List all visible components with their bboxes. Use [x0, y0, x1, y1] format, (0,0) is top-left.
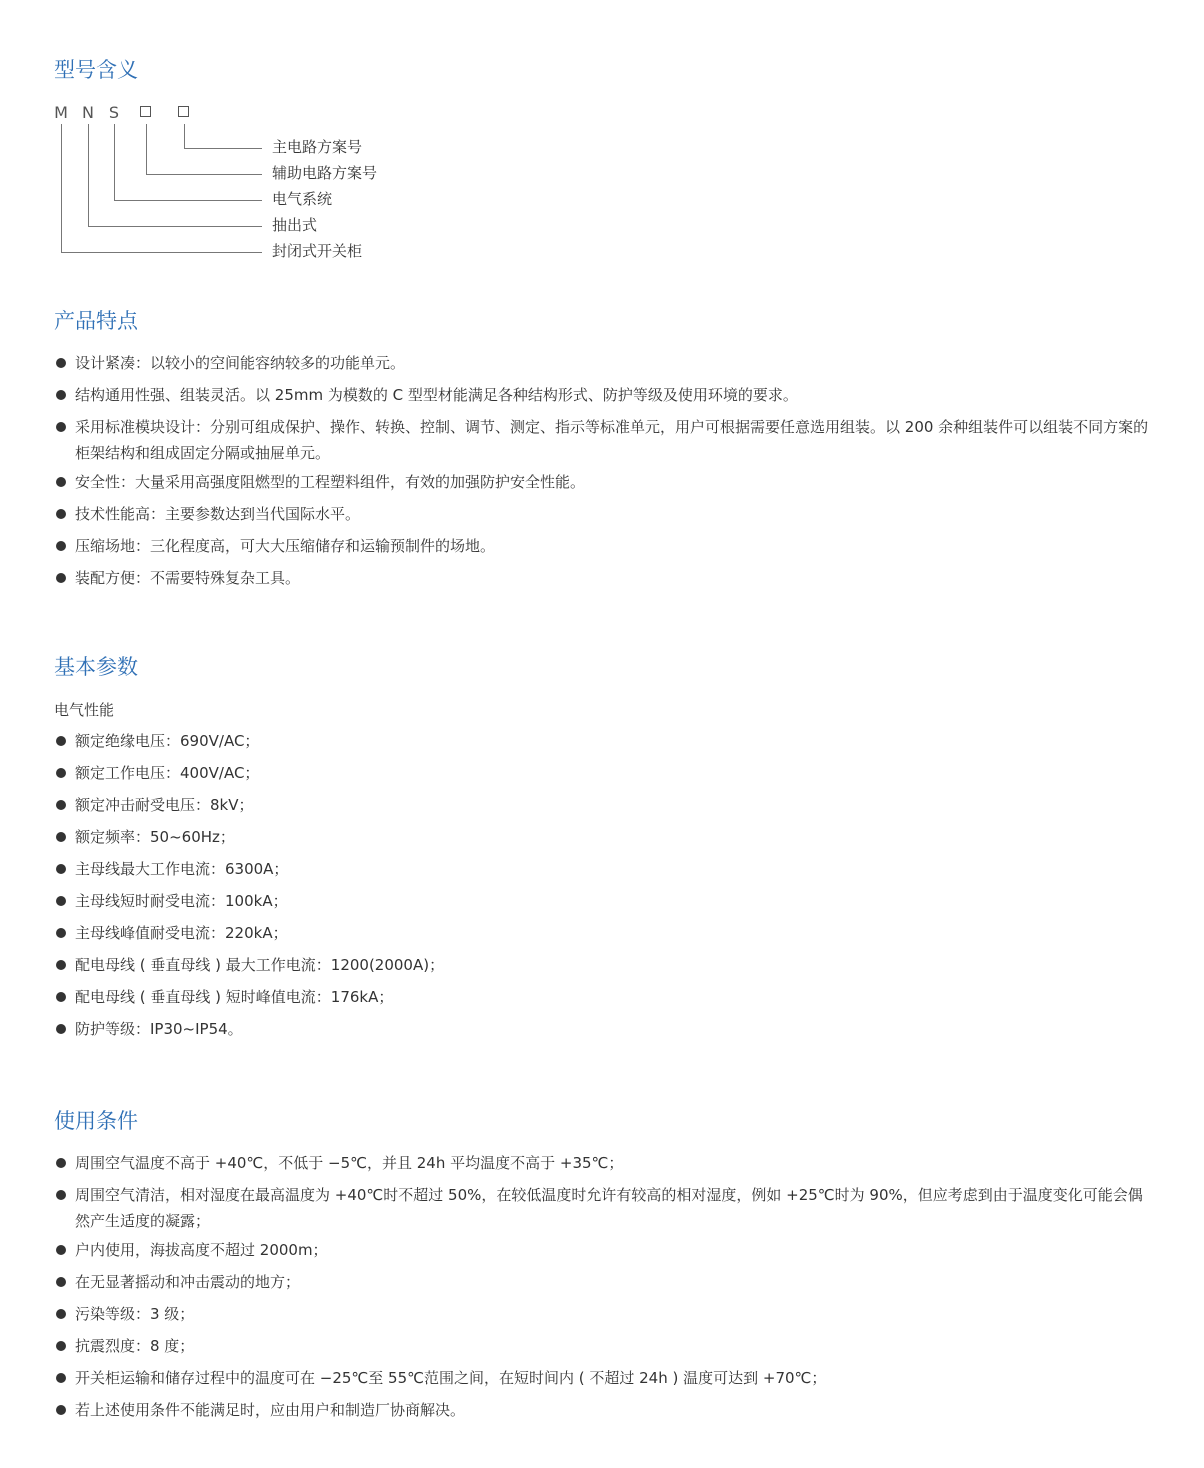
bullet-icon [56, 1158, 66, 1168]
section-title-operating-conditions: 使用条件 [54, 1109, 138, 1133]
bullet-icon [56, 960, 66, 970]
bullet-icon [56, 390, 66, 400]
label-aux-circuit-scheme: 辅助电路方案号 [272, 164, 378, 182]
list-item-text: 额定工作电压：400V/AC； [75, 764, 260, 782]
list-item-text: 主母线短时耐受电流：100kA； [75, 892, 288, 910]
list-item [56, 568, 1156, 588]
list-item [56, 385, 1156, 405]
code-placeholder-box-1 [140, 106, 151, 117]
list-item [56, 731, 1156, 751]
section-title-features: 产品特点 [54, 309, 138, 333]
bullet-icon [56, 800, 66, 810]
label-withdrawable: 抽出式 [272, 216, 318, 234]
connector-line [61, 252, 262, 253]
list-item [56, 891, 1156, 911]
list-item [56, 987, 1156, 1007]
bullet-icon [56, 896, 66, 906]
list-item-text: 压缩场地：三化程度高，可大大压缩储存和运输预制件的场地。 [75, 537, 496, 555]
list-item [56, 353, 1156, 373]
list-item-text: 额定绝缘电压：690V/AC； [75, 732, 260, 750]
list-item [56, 1304, 1156, 1324]
list-item-text: 额定冲击耐受电压：8kV； [75, 796, 254, 814]
bullet-icon [56, 422, 66, 432]
code-placeholder-box-2 [178, 106, 189, 117]
list-item-text: 配电母线 ( 垂直母线 ) 短时峰值电流：176kA； [75, 988, 394, 1006]
connector-line [114, 124, 115, 200]
list-item [56, 955, 1156, 975]
bullet-icon [56, 1245, 66, 1255]
bullet-icon [56, 1373, 66, 1383]
bullet-icon [56, 1341, 66, 1351]
bullet-icon [56, 573, 66, 583]
bullet-icon [56, 1405, 66, 1415]
list-item [56, 827, 1156, 847]
bullet-icon [56, 832, 66, 842]
list-item-text: 防护等级：IP30~IP54。 [75, 1020, 243, 1038]
list-item [56, 1272, 1156, 1292]
code-letter-n: N [82, 103, 94, 122]
connector-line [88, 124, 89, 226]
label-electrical-system: 电气系统 [272, 190, 333, 208]
label-enclosed-switchgear: 封闭式开关柜 [272, 242, 363, 260]
list-item-text: 在无显著摇动和冲击震动的地方； [75, 1273, 301, 1291]
connector-line [114, 200, 262, 201]
list-item [56, 414, 1156, 466]
conditions-list [56, 1153, 1156, 1432]
code-letter-s: S [108, 103, 120, 122]
list-item [56, 536, 1156, 556]
bullet-icon [56, 509, 66, 519]
label-main-circuit-scheme: 主电路方案号 [272, 138, 363, 156]
list-item [56, 1368, 1156, 1388]
list-item-text: 主母线最大工作电流：6300A； [75, 860, 289, 878]
bullet-icon [56, 1024, 66, 1034]
list-item [56, 504, 1156, 524]
list-item [56, 1336, 1156, 1356]
list-item-text: 结构通用性强、组装灵活。以 25mm 为模数的 C 型型材能满足各种结构形式、防护等级及使用环境的要求。 [75, 386, 798, 404]
connector-line [184, 124, 185, 148]
list-item-text: 开关柜运输和储存过程中的温度可在 −25℃至 55℃范围之间，在短时间内 ( 不超过 24h ) 温度可达到 +70℃； [75, 1369, 827, 1387]
list-item [56, 923, 1156, 943]
list-item-text: 技术性能高：主要参数达到当代国际水平。 [75, 505, 361, 523]
bullet-icon [56, 928, 66, 938]
list-item [56, 1153, 1156, 1173]
list-item-text: 若上述使用条件不能满足时，应由用户和制造厂协商解决。 [75, 1401, 466, 1419]
connector-line [184, 148, 262, 149]
bullet-icon [56, 1277, 66, 1287]
features-list [56, 353, 1156, 600]
connector-line [88, 226, 262, 227]
list-item-text: 污染等级：3 级； [75, 1305, 195, 1323]
list-item [56, 859, 1156, 879]
list-item-text: 配电母线 ( 垂直母线 ) 最大工作电流：1200(2000A)； [75, 956, 445, 974]
list-item-text: 采用标准模块设计：分别可组成保护、操作、转换、控制、调节、测定、指示等标准单元，用户可根据需要任意选用组装。以 200 余种组装件可以组装不同方案的柜架结构和组成固定分隔或抽屉单元。 [75, 418, 1149, 462]
bullet-icon [56, 1309, 66, 1319]
bullet-icon [56, 768, 66, 778]
list-item-text: 设计紧凑：以较小的空间能容纳较多的功能单元。 [75, 354, 406, 372]
list-item-text: 装配方便：不需要特殊复杂工具。 [75, 569, 301, 587]
bullet-icon [56, 992, 66, 1002]
list-item [56, 1019, 1156, 1039]
section-title-model-meaning: 型号含义 [54, 58, 138, 82]
list-item [56, 795, 1156, 815]
list-item-text: 抗震烈度：8 度； [75, 1337, 195, 1355]
connector-line [146, 124, 147, 174]
list-item-text: 周围空气温度不高于 +40℃，不低于 −5℃，并且 24h 平均温度不高于 +35℃； [75, 1154, 624, 1172]
bullet-icon [56, 1190, 66, 1200]
connector-line [146, 174, 262, 175]
list-item [56, 763, 1156, 783]
list-item [56, 1240, 1156, 1260]
bullet-icon [56, 864, 66, 874]
list-item-text: 主母线峰值耐受电流：220kA； [75, 924, 288, 942]
params-list [56, 731, 1156, 1051]
code-letter-m: M [54, 103, 68, 122]
subtitle-electrical-performance: 电气性能 [54, 701, 115, 719]
list-item [56, 1182, 1156, 1234]
list-item-text: 周围空气清洁，相对湿度在最高温度为 +40℃时不超过 50%，在较低温度时允许有较高的相对湿度，例如 +25℃时为 90%，但应考虑到由于温度变化可能会偶然产生适度的凝露； [75, 1186, 1143, 1230]
list-item [56, 1400, 1156, 1420]
list-item-text: 安全性：大量采用高强度阻燃型的工程塑料组件，有效的加强防护安全性能。 [75, 473, 586, 491]
section-title-basic-params: 基本参数 [54, 655, 138, 679]
connector-line [61, 124, 62, 252]
bullet-icon [56, 358, 66, 368]
list-item-text: 额定频率：50~60Hz； [75, 828, 235, 846]
bullet-icon [56, 477, 66, 487]
list-item-text: 户内使用，海拔高度不超过 2000m； [75, 1241, 328, 1259]
list-item [56, 472, 1156, 492]
bullet-icon [56, 736, 66, 746]
bullet-icon [56, 541, 66, 551]
